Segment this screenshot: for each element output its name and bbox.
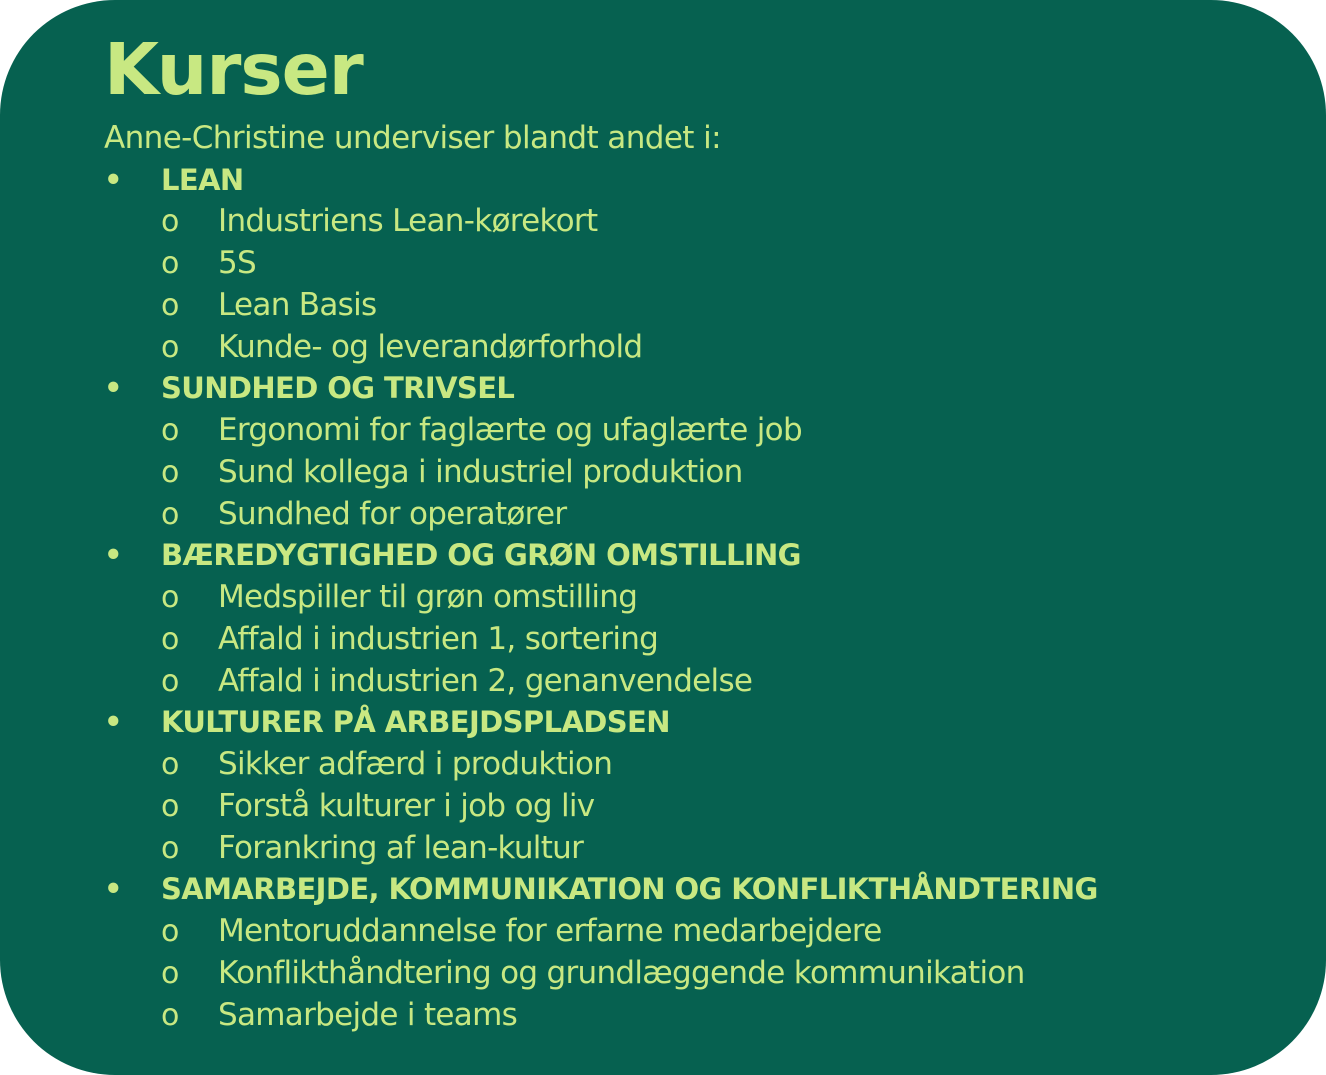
sub-bullet-icon: o	[161, 747, 180, 782]
sub-bullet-icon: o	[161, 329, 180, 365]
bullet-icon: •	[104, 162, 123, 197]
sub-bullet-icon: o	[161, 997, 180, 1033]
category-label: BÆREDYGTIGHED OG GRØN OMSTILLING	[161, 538, 801, 573]
course-label: Sikker adfærd i produktion	[218, 746, 613, 782]
sub-bullet-icon: o	[161, 663, 180, 699]
sub-bullet-icon: o	[161, 413, 180, 448]
course-label: Medspiller til grøn omstilling	[218, 579, 638, 615]
sub-bullet-icon: o	[161, 914, 180, 949]
course-label: Lean Basis	[218, 286, 377, 323]
course-label: Forstå kulturer i job og liv	[218, 787, 595, 824]
category-label: LEAN	[161, 162, 244, 197]
sub-bullet-icon: o	[161, 496, 180, 532]
course-label: Ergonomi for faglærte og ufaglærte job	[218, 412, 802, 448]
course-label: Samarbejde i teams	[218, 996, 518, 1033]
course-label: Affald i industrien 1, sortering	[218, 620, 659, 657]
sub-bullet-icon: o	[161, 955, 180, 991]
category-label: KULTURER PÅ ARBEJDSPLADSEN	[161, 705, 670, 740]
sub-bullet-icon: o	[161, 788, 180, 824]
course-label: Sund kollega i industriel produktion	[218, 453, 743, 490]
course-label: Forankring af lean-kultur	[218, 829, 584, 866]
bullet-icon: •	[104, 371, 123, 406]
category-label: SAMARBEJDE, KOMMUNIKATION OG KONFLIKTHÅNDTERING	[161, 872, 1098, 907]
page-title: Kurser	[104, 28, 363, 111]
course-label: Kunde- og leverandørforhold	[218, 328, 643, 365]
sub-bullet-icon: o	[161, 830, 180, 866]
course-label: 5S	[218, 245, 257, 281]
bullet-icon: •	[104, 872, 123, 907]
sub-bullet-icon: o	[161, 287, 180, 323]
course-label: Konflikthåndtering og grundlæggende kommunikation	[218, 954, 1025, 991]
category-label: SUNDHED OG TRIVSEL	[161, 371, 515, 406]
course-label: Industriens Lean-kørekort	[218, 203, 598, 240]
intro-text: Anne-Christine underviser blandt andet i:	[104, 120, 721, 156]
bullet-icon: •	[104, 538, 123, 573]
course-label: Affald i industrien 2, genanvendelse	[218, 662, 753, 699]
course-label: Sundhed for operatører	[218, 495, 567, 532]
sub-bullet-icon: o	[161, 454, 180, 490]
sub-bullet-icon: o	[161, 246, 180, 281]
sub-bullet-icon: o	[161, 580, 180, 615]
sub-bullet-icon: o	[161, 204, 180, 240]
bullet-icon: •	[104, 705, 123, 740]
sub-bullet-icon: o	[161, 621, 180, 657]
course-label: Mentoruddannelse for erfarne medarbejdere	[218, 913, 882, 949]
